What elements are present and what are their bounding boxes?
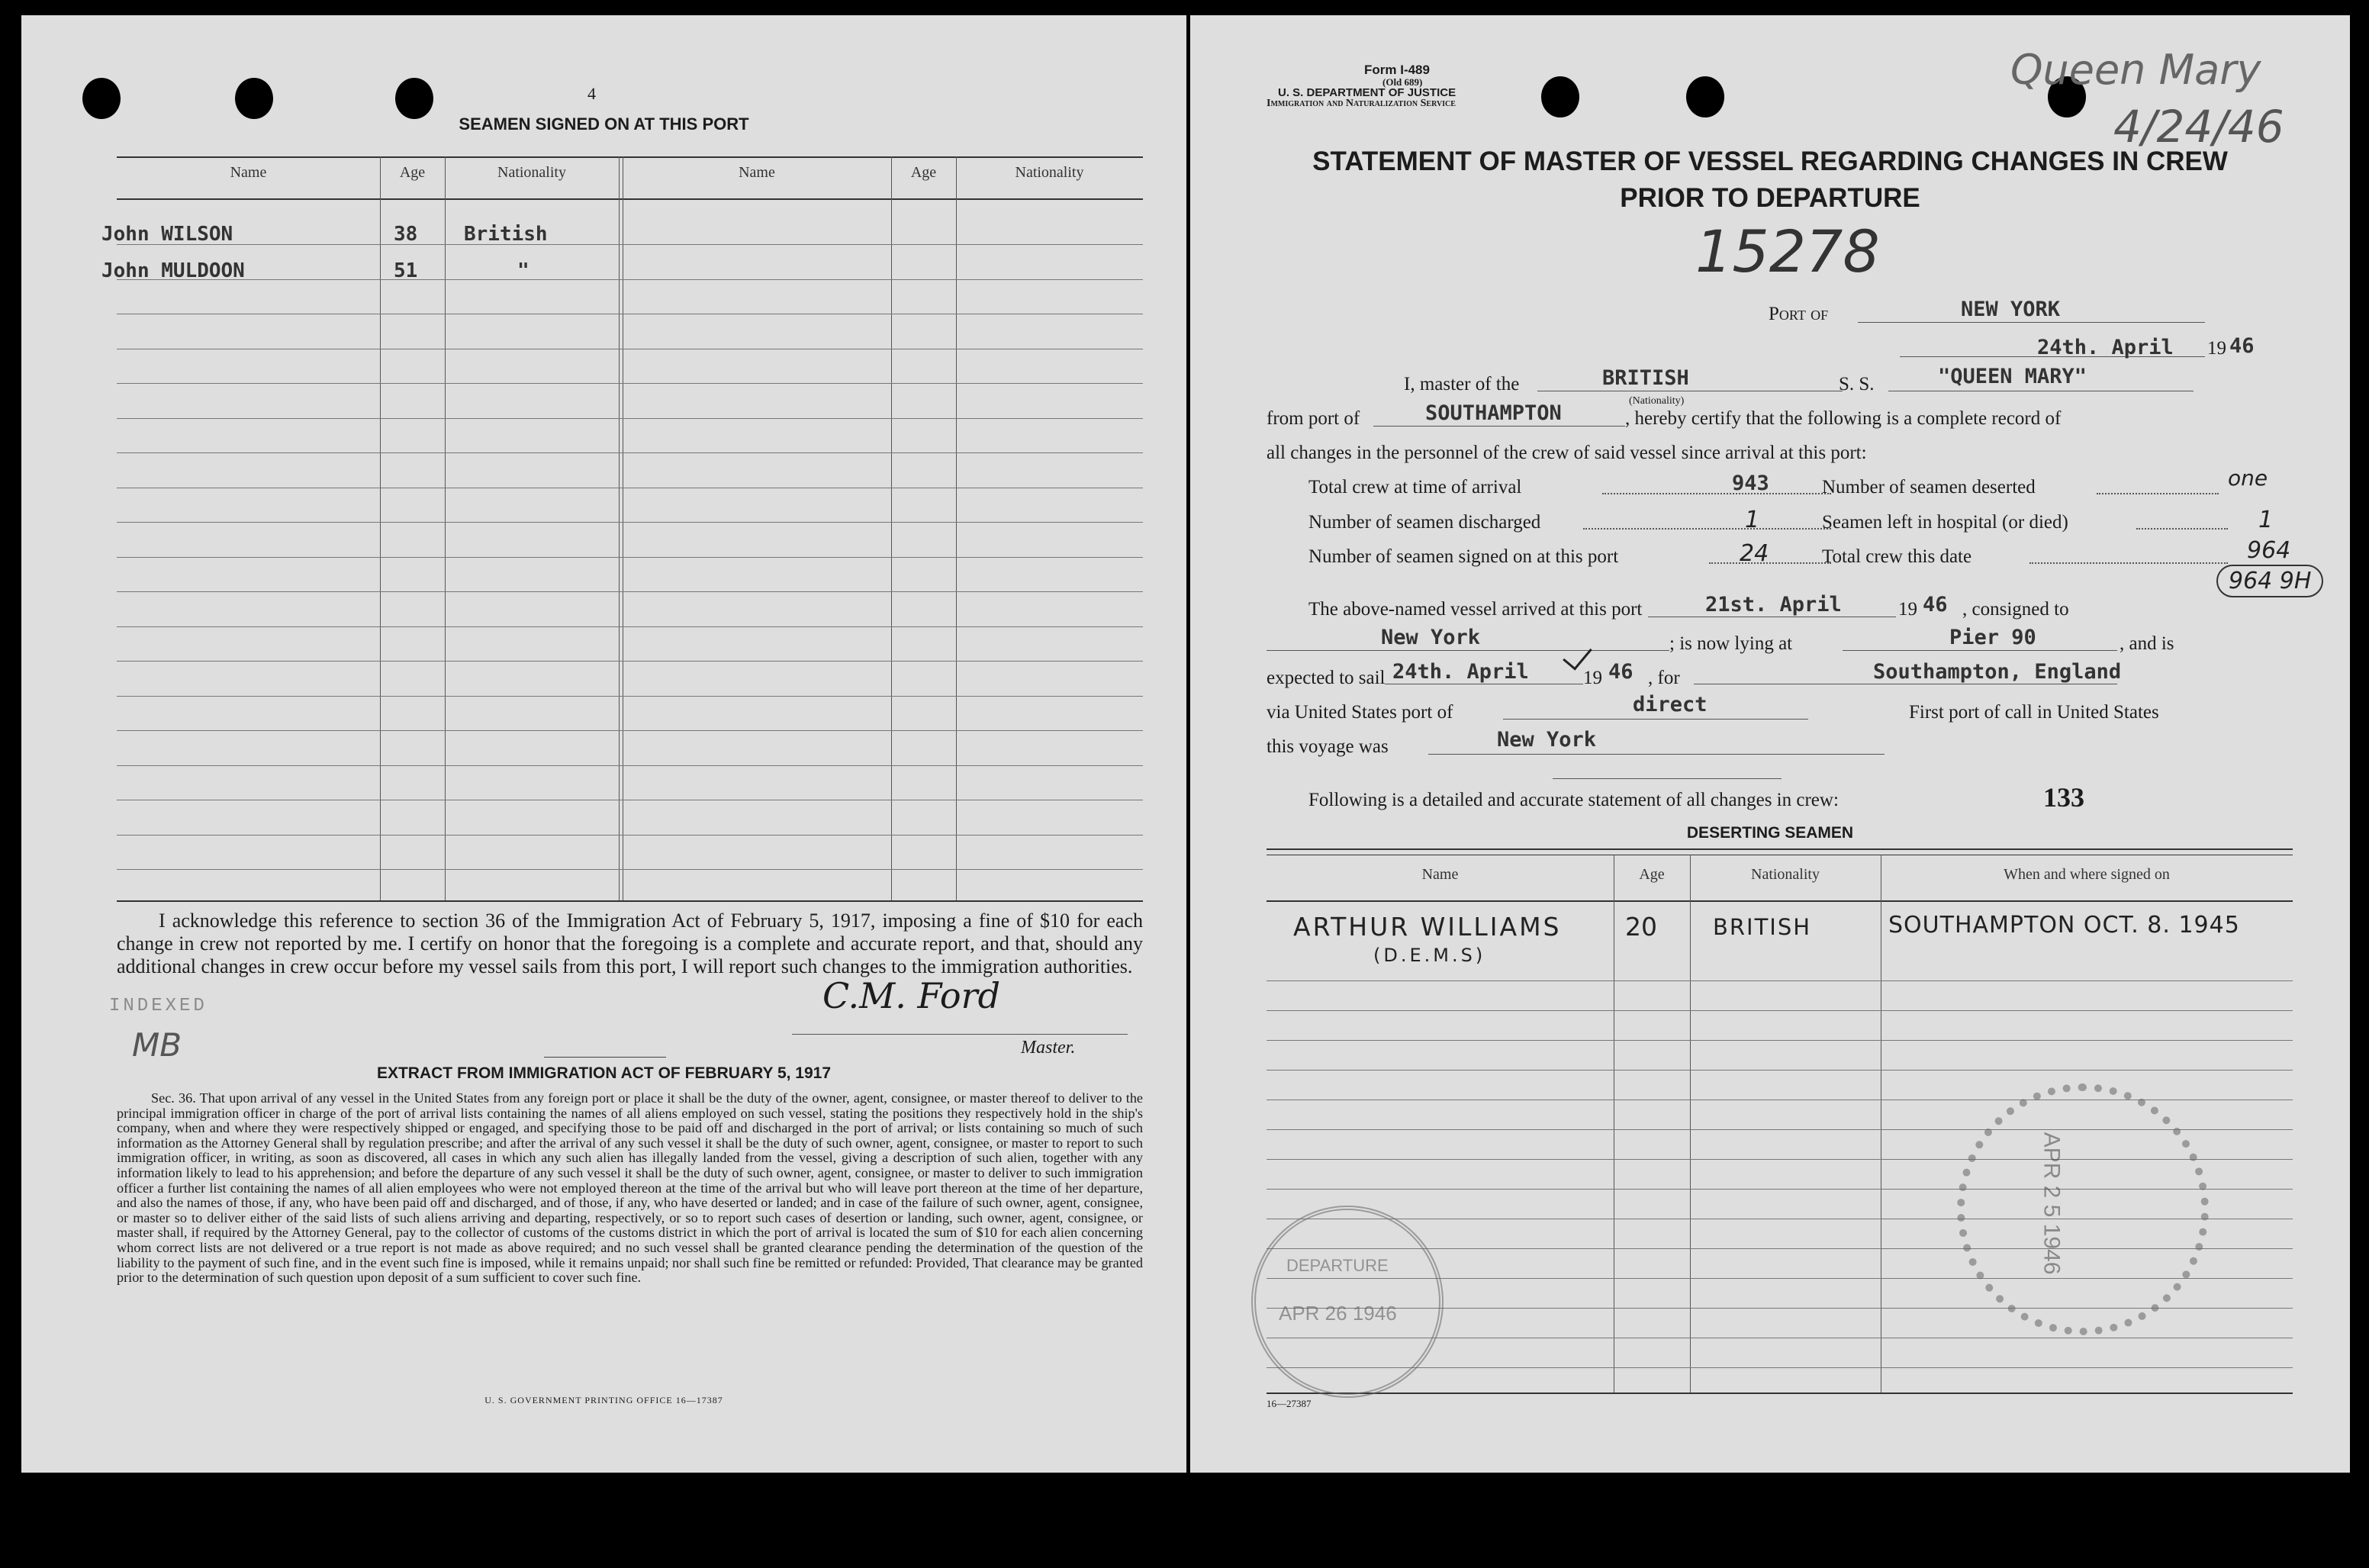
ss-label: S. S. (1839, 374, 1875, 394)
arrived-year: 46 (1923, 593, 1948, 617)
date-year-prefix: 19 (2207, 338, 2226, 359)
deserting-row-name: ARTHUR WILLIAMS (1293, 912, 1562, 942)
dot-leader (2097, 493, 2219, 494)
deserting-row-line (1267, 980, 2293, 981)
form-old: (Old 689) (1382, 76, 1423, 88)
footer-code: 16—27387 (1267, 1398, 1312, 1409)
table-row-line (117, 418, 1143, 419)
deserting-row-line (1267, 1040, 2293, 1041)
table-row-line (117, 869, 1143, 870)
table-header-rule (117, 198, 1143, 200)
form-title-line1: STATEMENT OF MASTER OF VESSEL REGARDING CHANGES IN CREW (1312, 146, 2228, 176)
date-day: 24th. April (2037, 336, 2174, 359)
check-mark (1563, 639, 1592, 670)
deserting-row-line (1267, 1070, 2293, 1071)
deserting-row-line (1267, 1367, 2293, 1368)
total-today-label: Total crew this date (1822, 546, 1972, 567)
hospital-value: 1 (2258, 507, 2274, 533)
col-header-name: Name (230, 164, 267, 181)
deserting-row-line (1267, 1010, 2293, 1011)
stamp-departure-text: DEPARTURE (1286, 1256, 1389, 1275)
ship-value: "QUEEN MARY" (1938, 365, 2087, 388)
extract-rule (544, 1057, 666, 1058)
index-stamp: INDEXED (109, 996, 208, 1016)
sail-year-prefix: 19 (1583, 668, 1602, 688)
arrived-date: 21st. April (1705, 593, 1842, 617)
page-number: 4 (587, 84, 596, 103)
nationality-caption: (Nationality) (1629, 395, 1685, 407)
col-header-name: Name (739, 164, 775, 181)
arrived-label: The above-named vessel arrived at this port (1308, 599, 1643, 620)
form-number: Form I-489 (1364, 63, 1430, 77)
punch-hole (235, 78, 273, 119)
punch-hole (1686, 76, 1724, 118)
table-row-line (117, 244, 1143, 245)
destination-value: Southampton, England (1873, 660, 2122, 684)
col-divider (380, 156, 381, 900)
port-line (1858, 322, 2205, 323)
total-crew-arrival-label: Total crew at time of arrival (1308, 477, 1522, 497)
table-row-line (117, 383, 1143, 384)
signature-caption: Master. (1021, 1038, 1076, 1058)
deserting-top-rule (1267, 848, 2293, 850)
deserting-bottom-rule (1267, 1393, 2293, 1394)
form-title-line2: PRIOR TO DEPARTURE (1620, 183, 1920, 213)
short-rule (1553, 778, 1782, 779)
table-row-line (117, 522, 1143, 523)
deserting-col-nationality: Nationality (1751, 866, 1820, 883)
deserting-title: DESERTING SEAMEN (1686, 824, 1854, 842)
table-row-line (117, 835, 1143, 836)
deserting-row-age: 20 (1625, 912, 1657, 942)
deserting-col-name: Name (1421, 866, 1459, 883)
acknowledgement-text: I acknowledge this reference to section 36 of the Immigration Act of February 5, 1917, imposing a fine of $10 for each change in crew not reported by me. I certify on honor that the foregoing is a complete and accurate report, and that, should any additional changes in crew occur before my vessel sails from this port, I will report such changes to the immigration authorities. (117, 910, 1143, 977)
via-line (1503, 719, 1808, 720)
extract-text: Sec. 36. That upon arrival of any vessel in the United States from any foreign port or place it shall be the duty of the owner, agent, consignee, or master thereof to deliver to the principal immigration officer in charge of the port of arrival lists containing the names of all aliens employed on such vessel, stating the positions they respectively hold in the ship's company, when and where they were respectively shipped or engaged, and specifying those to be paid off and discharged in the port of arrival; or lists containing so much of such information as the Attorney General shall by regulation prescribe; and after the arrival of any such vessel it shall be the duty of such owner, agent, consignee, or master to report to such immigration officer, in writing, as soon as discovered, all cases in which any such alien has illegally landed from the vessel, giving a description of such alien, together with any information likely to lead to his apprehension; and before the departure of any such vessel it shall be the duty of such owner, agent, consignee, or master to deliver to such immigration officer a further list containing the names of all alien employees who were not employed thereon at the time of the arrival but who will leave port thereon at the time of her departure, and also the names of those, if any, who have been paid off and discharged, and of those, if any, who have deserted or landed; and in case of the failure of such owner, agent, consignee, or master so to deliver either of the said lists of such aliens arriving and departing, respectively, or so to report such cases of desertion or landing, such owner, agent, consignee, or master shall, if required by the Attorney General, pay to the collector of customs of the customs district in which the port of arrival is located the sum of $10 for each alien concerning whom correct lists are not delivered or a true report is not made as above required; and no such vessel shall be granted clearance pending the determination of the question of the liability to the payment of such fine, and in the event such fine is imposed, while it remains unpaid; nor shall such fine be remitted or refunded: Provided, That clearance may be granted prior to the determination of such question upon deposit of a sum sufficient to cover such fine. (117, 1090, 1143, 1286)
table-row-line (117, 626, 1143, 627)
first-port-line (1428, 754, 1885, 755)
punch-hole (82, 78, 121, 119)
lying-line (1843, 650, 2117, 651)
right-page (1190, 15, 2350, 1473)
department: U. S. DEPARTMENT OF JUSTICE (1278, 86, 1456, 99)
deserting-row-note: (D.E.M.S) (1373, 945, 1486, 966)
signature-line (792, 1034, 1128, 1035)
dot-leader (2136, 528, 2228, 530)
first-port-label: First port of call in United States (1909, 702, 2159, 723)
table-bottom-rule (117, 900, 1143, 902)
count-stamp: 133 (2043, 782, 2084, 813)
certify-text-1: , hereby certify that the following is a complete record of (1625, 408, 2062, 429)
table-row-age: 51 (394, 259, 418, 282)
consignee-line (1267, 650, 1669, 651)
via-label: via United States port of (1267, 702, 1453, 723)
lying-value: Pier 90 (1949, 626, 2036, 649)
col-divider (445, 156, 446, 900)
table-row-line (117, 591, 1143, 592)
expected-label: expected to sail (1267, 668, 1386, 688)
deserted-label: Number of seamen deserted (1822, 477, 2036, 497)
extract-title: EXTRACT FROM IMMIGRATION ACT OF FEBRUARY 5, 1917 (376, 1064, 832, 1082)
voyage-label: this voyage was (1267, 736, 1389, 757)
left-title: SEAMEN SIGNED ON AT THIS PORT (459, 114, 749, 134)
table-row-name: John WILSON (101, 223, 233, 246)
sail-year: 46 (1608, 660, 1634, 684)
table-row-line (117, 765, 1143, 766)
deserting-col-signed: When and where signed on (2004, 866, 2170, 883)
discharged-value: 1 (1745, 507, 1760, 533)
consigned-label: , consigned to (1962, 599, 2069, 620)
col-divider (619, 156, 620, 900)
port-label: Port of (1769, 304, 1829, 324)
from-port-label: from port of (1267, 408, 1360, 429)
left-page (21, 15, 1186, 1473)
col-divider (1690, 855, 1691, 1393)
handwritten-date: 4/24/46 (2113, 101, 2284, 153)
deserting-row-nationality: BRITISH (1713, 914, 1812, 940)
signed-on-label: Number of seamen signed on at this port (1308, 546, 1619, 567)
discharged-label: Number of seamen discharged (1308, 512, 1541, 533)
col-header-nationality: Nationality (1015, 164, 1084, 181)
dot-leader (2029, 562, 2228, 564)
table-row-age: 38 (394, 223, 418, 246)
date-year: 46 (2229, 334, 2255, 358)
handwritten-ship: Queen Mary (2010, 46, 2261, 94)
arrived-year-prefix: 19 (1898, 599, 1917, 620)
for-label: , for (1648, 668, 1680, 688)
total-today-value: 964 (2247, 537, 2291, 564)
table-top-rule (117, 156, 1143, 158)
from-port-line (1373, 426, 1625, 427)
col-header-age: Age (399, 164, 426, 181)
punch-hole (395, 78, 433, 119)
service: Immigration and Naturalization Service (1267, 98, 1456, 109)
deserting-col-age: Age (1639, 866, 1665, 883)
received-stamp (1251, 1206, 1444, 1398)
table-row-line (117, 279, 1143, 280)
deserting-header-rule (1267, 900, 2293, 902)
nationality-value: BRITISH (1602, 366, 1689, 390)
via-value: direct (1633, 693, 1708, 716)
sail-date: 24th. April (1392, 660, 1529, 684)
signed-on-value: 24 (1740, 540, 1769, 567)
certify-text-2: all changes in the personnel of the crew of said vessel since arrival at this port: (1267, 443, 1867, 463)
table-row-line (117, 452, 1143, 453)
punch-hole (1541, 76, 1579, 118)
table-row-line (117, 661, 1143, 662)
total-today-correction: 964 9H (2216, 565, 2323, 597)
master-label: I, master of the (1404, 374, 1520, 394)
file-number: 15278 (1695, 217, 1880, 285)
round-date-stamp (1957, 1083, 2209, 1335)
port-value: NEW YORK (1961, 298, 2061, 321)
deserted-value: one (2228, 465, 2268, 491)
following-text: Following is a detailed and accurate statement of all changes in crew: (1308, 790, 1839, 810)
consignee-value: New York (1381, 626, 1481, 649)
from-port-value: SOUTHAMPTON (1425, 401, 1562, 425)
col-header-nationality: Nationality (497, 164, 566, 181)
deserting-row-signed: SOUTHAMPTON OCT. 8. 1945 (1888, 912, 2240, 939)
table-row-nationality: " (517, 259, 529, 282)
dot-leader (1583, 528, 1831, 530)
stamp-received-date: APR 26 1946 (1279, 1302, 1397, 1325)
and-is: , and is (2120, 633, 2174, 654)
lying-label: ; is now lying at (1669, 633, 1793, 654)
index-marks: MB (132, 1026, 182, 1064)
col-divider (891, 156, 892, 900)
table-row-line (117, 696, 1143, 697)
round-stamp-date: APR 2 5 1946 (2039, 1132, 2065, 1275)
col-divider (956, 156, 957, 900)
dot-leader (1709, 562, 1831, 564)
first-port-value: New York (1497, 728, 1597, 752)
table-row-line (117, 730, 1143, 731)
printer-line: U. S. GOVERNMENT PRINTING OFFICE 16—17387 (484, 1395, 723, 1405)
master-signature: C.M. Ford (822, 975, 1001, 1016)
table-row-name: John MULDOON (101, 259, 245, 282)
total-crew-arrival-value: 943 (1732, 472, 1769, 495)
table-row-line (117, 557, 1143, 558)
col-header-age: Age (910, 164, 937, 181)
dot-leader (1602, 493, 1831, 494)
table-row-nationality: British (464, 223, 548, 246)
hospital-label: Seamen left in hospital (or died) (1822, 512, 2068, 533)
